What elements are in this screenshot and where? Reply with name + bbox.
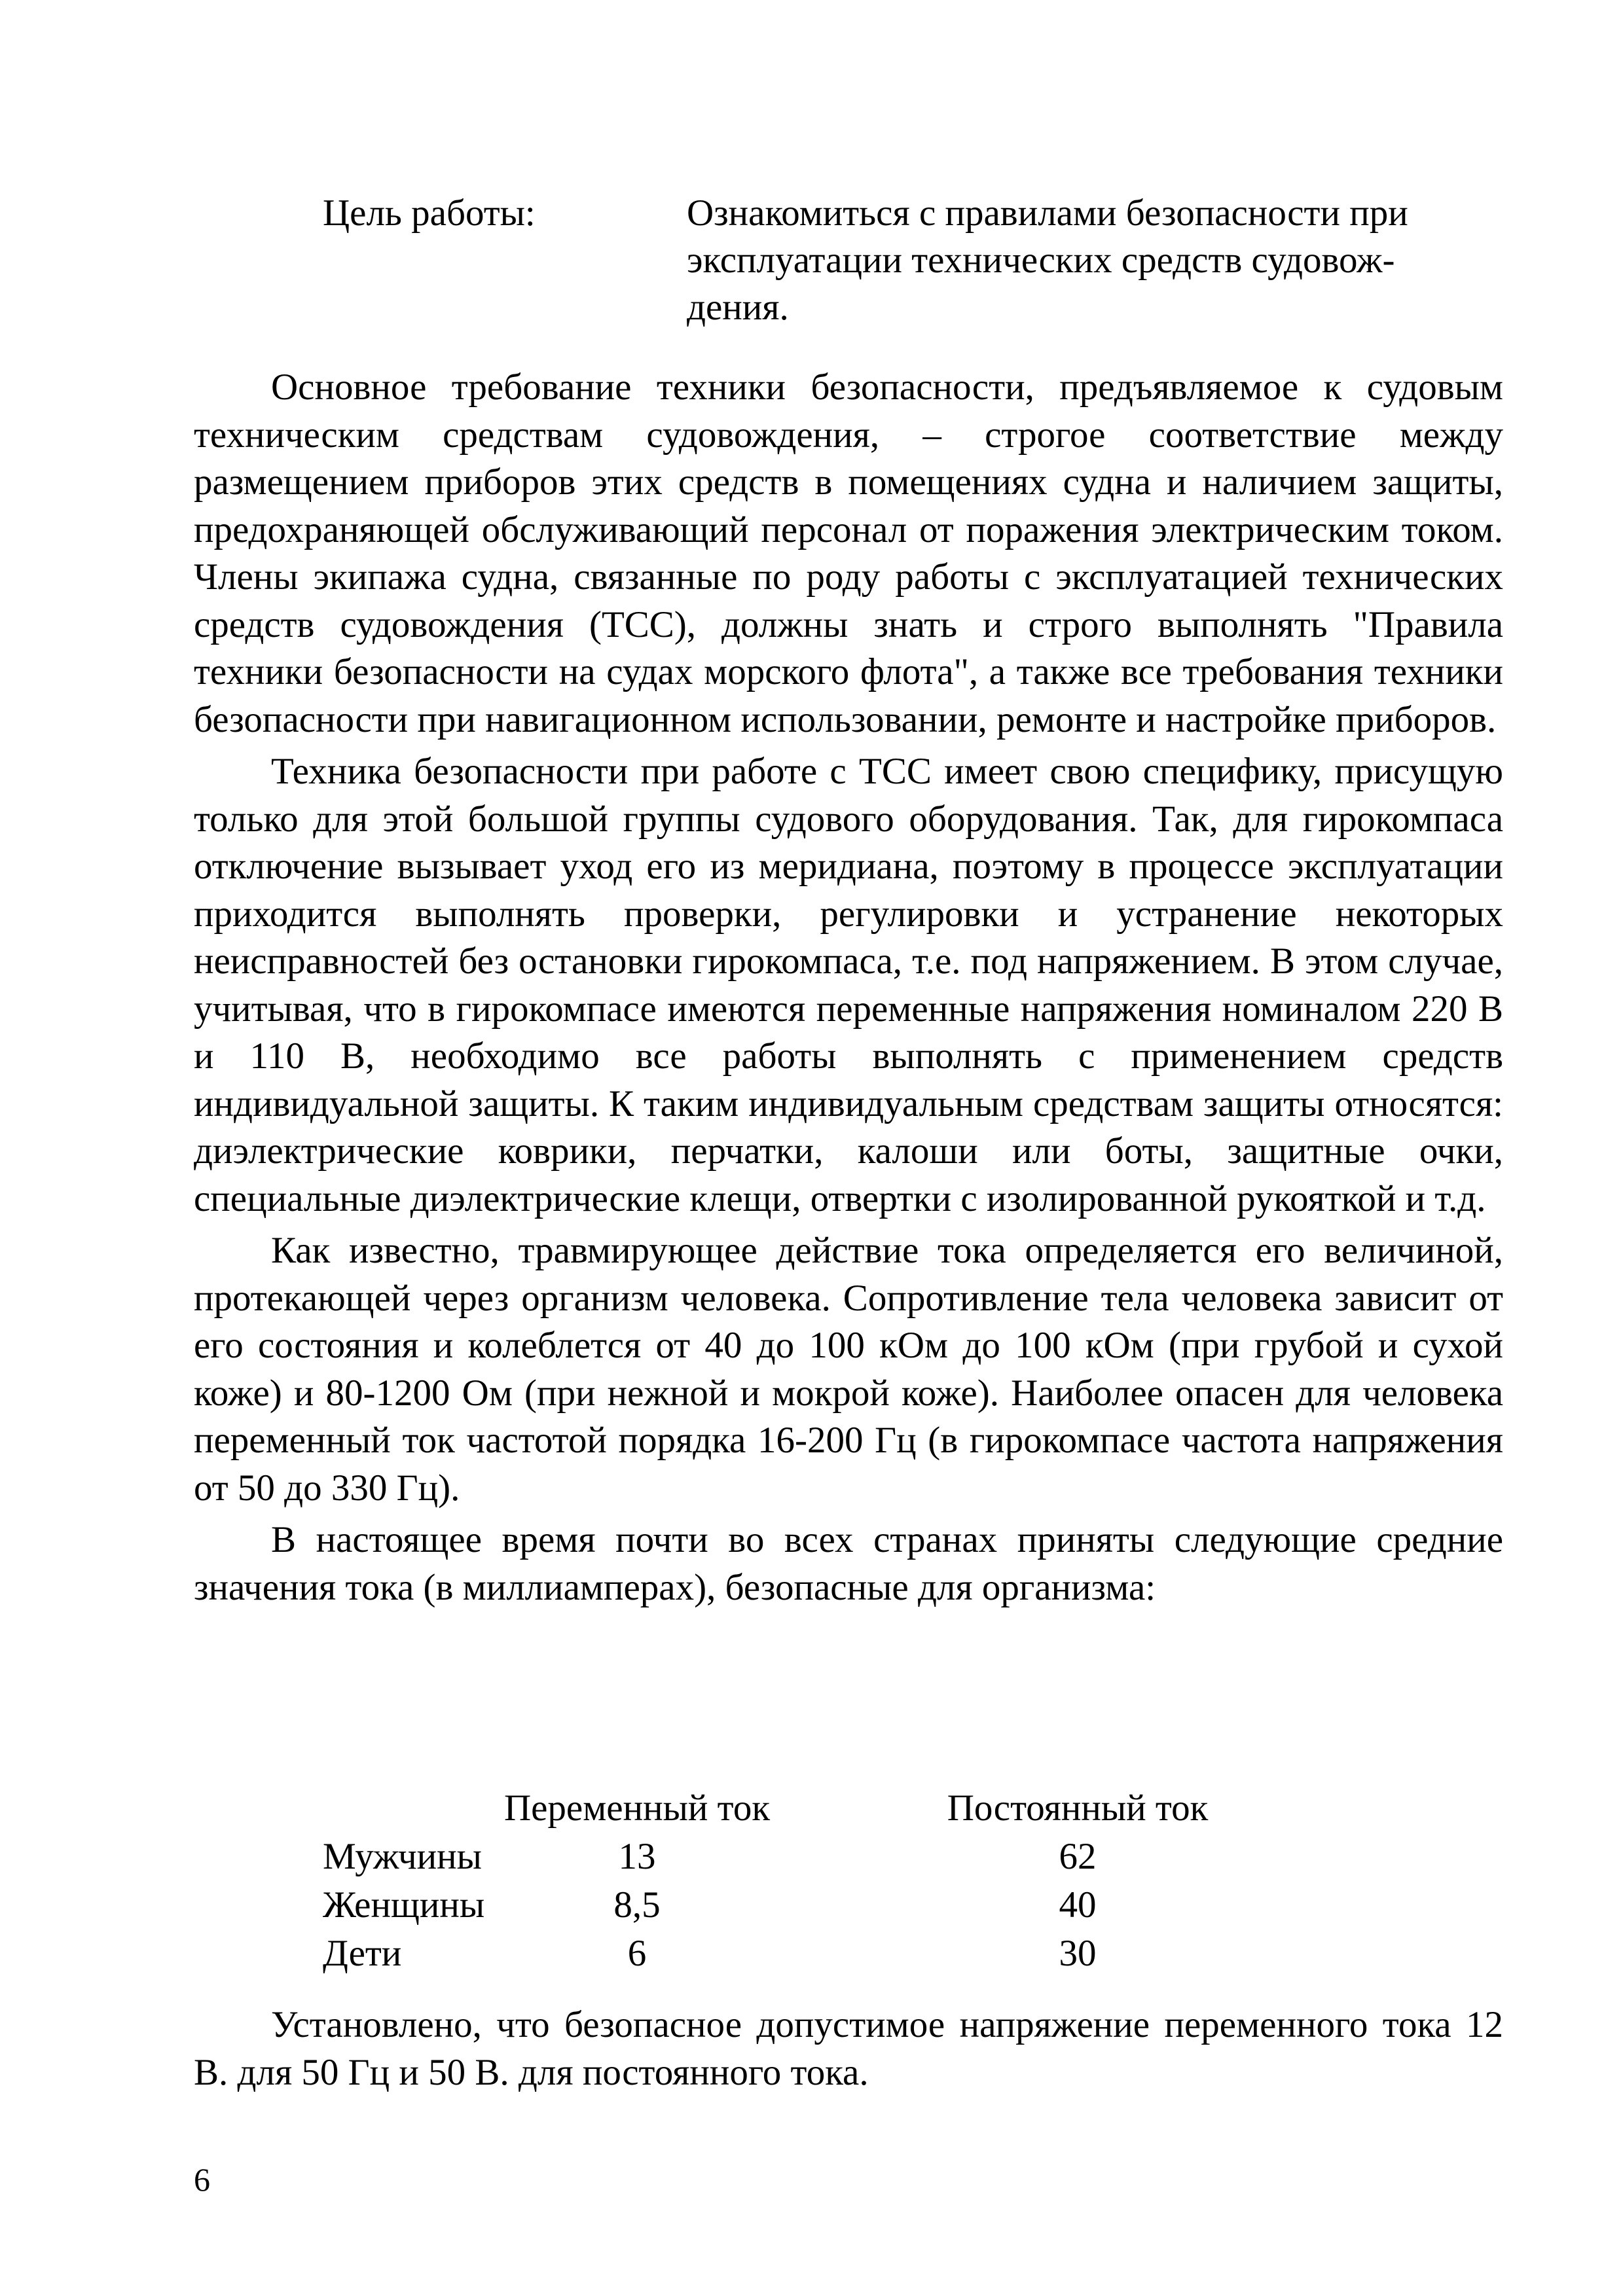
goal-label: Цель работы: [323,192,536,234]
table-cell: 62 [1059,1836,1097,1877]
table-cell: 40 [1059,1884,1097,1926]
goal-text: Ознакомиться с правилами безопасности при эксплуатации технических средств судовож-дения. [687,192,1408,328]
closing-text [194,2001,1503,2096]
table-cell: Дети [323,1933,402,1974]
table-row [323,1833,1305,1881]
table-header-cell: Постоянный ток [947,1787,1209,1829]
table-row [323,1881,1305,1929]
table-cell: 6 [627,1933,647,1974]
table-row [323,1929,1305,1978]
table-cell: Женщины [323,1884,485,1926]
table-header-cell: Переменный ток [503,1787,771,1829]
paragraph-tss-specifics: Техника безопасности при работе с ТСС имеет свою специфику, присущую только для этой большой группы судового оборудования. Так, для гирокомпаса отключение вызывает уход его из меридиана, поэтому в процессе эксплуатации приходится выполнять проверки, регулировки и устранение некоторых неисправностей без остановки гирокомпаса, т.е. под напряжением. В этом случае, учитывая, что в гирокомпасе имеются переменные напряжения номиналом 220 В и 110 В, необходимо все работы выполнять с применением средств индивидуальной защиты. К таким индивидуальным средствам защиты относятся: диэлектрические коврики, перчатки, калоши или боты, защитные очки, специальные диэлектрические клещи, отвертки с изолированной рукояткой и т.д. [194,751,1503,1219]
safe-current-table [323,1784,1305,1978]
paragraph-current-effect: Как известно, травмирующее действие тока определяется его величиной, протекающей через организм человека. Сопротивление тела человека зависит от его состояния и колеблется от 40 до 100 кОм до 100 кОм (при грубой и сухой коже) и 80-1200 Ом (при нежной и мокрой коже). Наиболее опасен для человека переменный ток частотой порядка 16-200 Гц (в гирокомпасе частота напряжения от 50 до 330 Гц). [194,1230,1503,1509]
table-header-row [323,1784,1305,1833]
table-cell: 13 [618,1836,656,1877]
paragraph-safe-values-intro: В настоящее время почти во всех странах приняты следующие средние значения тока (в миллиамперах), безопасные для организма: [194,1519,1503,1608]
table-cell: Мужчины [323,1836,482,1877]
paragraph-safety-requirement: Основное требование техники безопасности, предъявляемое к судовым техническим средствам судовождения, – строгое соответствие между размещением приборов этих средств в помещениях судна и наличием защиты, предохраняющей обслуживающий персонал от поражения электрическим током. Члены экипажа судна, связанные по роду работы с эксплуатацией технических средств судовождения (ТСС), должны знать и строго выполнять "Правила техники безопасности на судах морского флота", а также все требования техники безопасности при навигационном использовании, ремонте и настройке приборов. [194,367,1503,740]
table-cell: 8,5 [613,1884,661,1926]
table-cell: 30 [1059,1933,1097,1974]
paragraph-safe-voltage: Установлено, что безопасное допустимое напряжение переменного тока 12 В. для 50 Гц и 50 В. для постоянного тока. [194,2004,1503,2093]
body-text [194,364,1503,1611]
page-number: 6 [194,2161,210,2198]
